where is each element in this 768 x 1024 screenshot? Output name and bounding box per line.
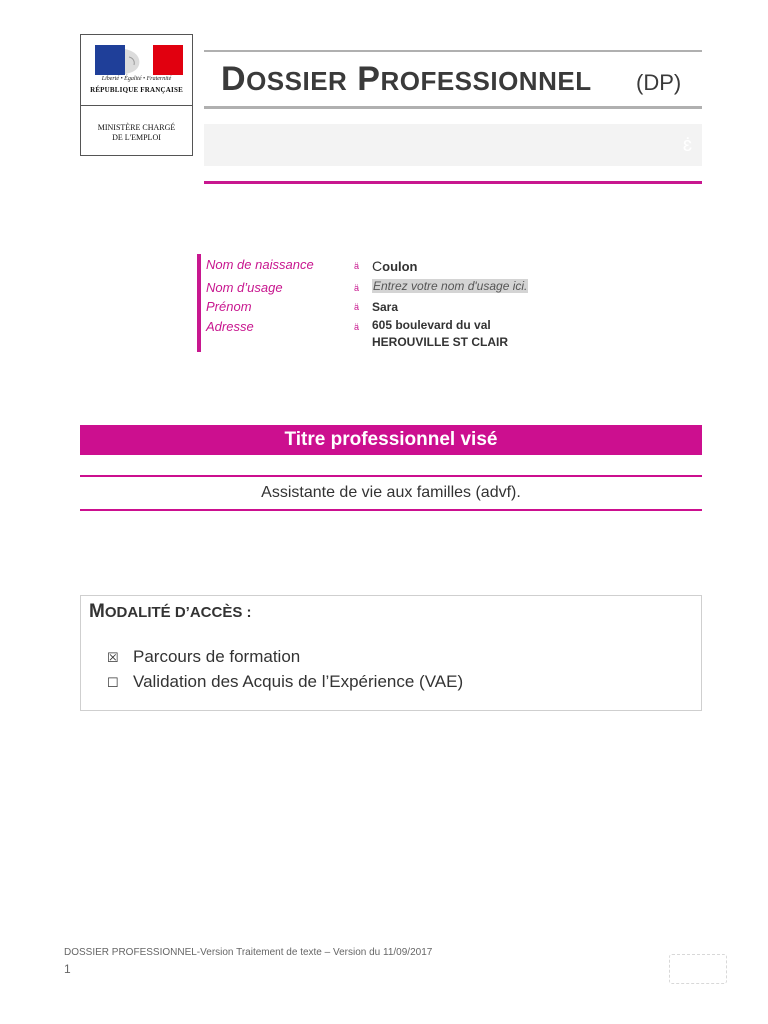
title-rule-bottom xyxy=(204,106,702,109)
band-glyph-icon: ɛ̇ xyxy=(682,134,692,156)
modalite-heading-rest: ODALITÉ D’ACCÈS : xyxy=(104,604,252,621)
french-flag-icon xyxy=(95,45,183,75)
header-magenta-rule xyxy=(204,181,702,184)
titre-heading: Titre professionnel visé xyxy=(284,429,498,450)
republic-name: RÉPUBLIQUE FRANÇAISE xyxy=(90,86,183,94)
birth-name-initial: C xyxy=(372,258,383,274)
bullet-icon: ä xyxy=(354,283,360,293)
ministry-line-2: DE L'EMPLOI xyxy=(112,133,161,142)
republic-motto: Liberté • Égalité • Fraternité xyxy=(101,76,172,82)
label-address: Adresse xyxy=(206,319,254,334)
footer-placeholder-mark xyxy=(669,954,727,984)
modalite-heading xyxy=(89,601,252,623)
option-parcours-formation[interactable] xyxy=(107,647,300,667)
value-usage-name-field[interactable] xyxy=(372,279,528,293)
value-address-line-1[interactable]: 605 boulevard du val xyxy=(372,318,491,332)
value-address-line-2[interactable]: HEROUVILLE ST CLAIR xyxy=(372,335,509,349)
label-usage-name: Nom d’usage xyxy=(206,280,283,295)
modalite-heading-initial: M xyxy=(89,601,105,622)
titre-rule-bottom xyxy=(80,509,702,511)
bullet-icon: ä xyxy=(354,261,360,271)
label-first-name: Prénom xyxy=(206,299,252,314)
identity-accent-bar xyxy=(197,254,201,352)
title-suffix: (DP) xyxy=(636,70,682,95)
bullet-icon: ä xyxy=(354,322,360,332)
title-initial-p: P xyxy=(357,60,381,98)
ministry-line-1: MINISTÈRE CHARGÉ xyxy=(97,123,176,132)
titre-heading-band xyxy=(80,425,702,455)
option-label: Parcours de formation xyxy=(133,647,301,666)
value-birth-name[interactable] xyxy=(372,258,418,274)
checked-checkbox-icon[interactable]: ☒ xyxy=(107,650,119,665)
option-label: Validation des Acquis de l’Expérience (VAE) xyxy=(133,672,464,691)
title-rule-top xyxy=(204,50,702,52)
ministry-label xyxy=(81,123,192,143)
label-birth-name: Nom de naissance xyxy=(206,257,314,272)
marianne-logo-box xyxy=(80,34,193,156)
document-title xyxy=(221,60,592,99)
unchecked-checkbox-icon[interactable]: ☐ xyxy=(107,675,119,690)
page-number: 1 xyxy=(64,962,71,976)
title-initial-d: D xyxy=(221,60,247,98)
birth-name-rest: oulon xyxy=(382,259,418,274)
value-first-name[interactable]: Sara xyxy=(372,300,399,314)
option-vae[interactable] xyxy=(107,672,463,692)
titre-rule-top xyxy=(80,475,702,477)
modalite-box xyxy=(80,595,702,711)
title-word-2: ROFESSIONNEL xyxy=(380,66,592,96)
usage-name-placeholder: Entrez votre nom d'usage ici. xyxy=(373,279,528,293)
title-word-1: OSSIER xyxy=(246,66,348,96)
footer-text: DOSSIER PROFESSIONNEL-Version Traitement de texte – Version du 11/09/2017 xyxy=(64,947,433,958)
bullet-icon: ä xyxy=(354,302,360,312)
titre-value[interactable]: Assistante de vie aux familles (advf). xyxy=(261,484,521,501)
marianne-logo xyxy=(81,35,192,106)
subtitle-band xyxy=(204,124,702,166)
